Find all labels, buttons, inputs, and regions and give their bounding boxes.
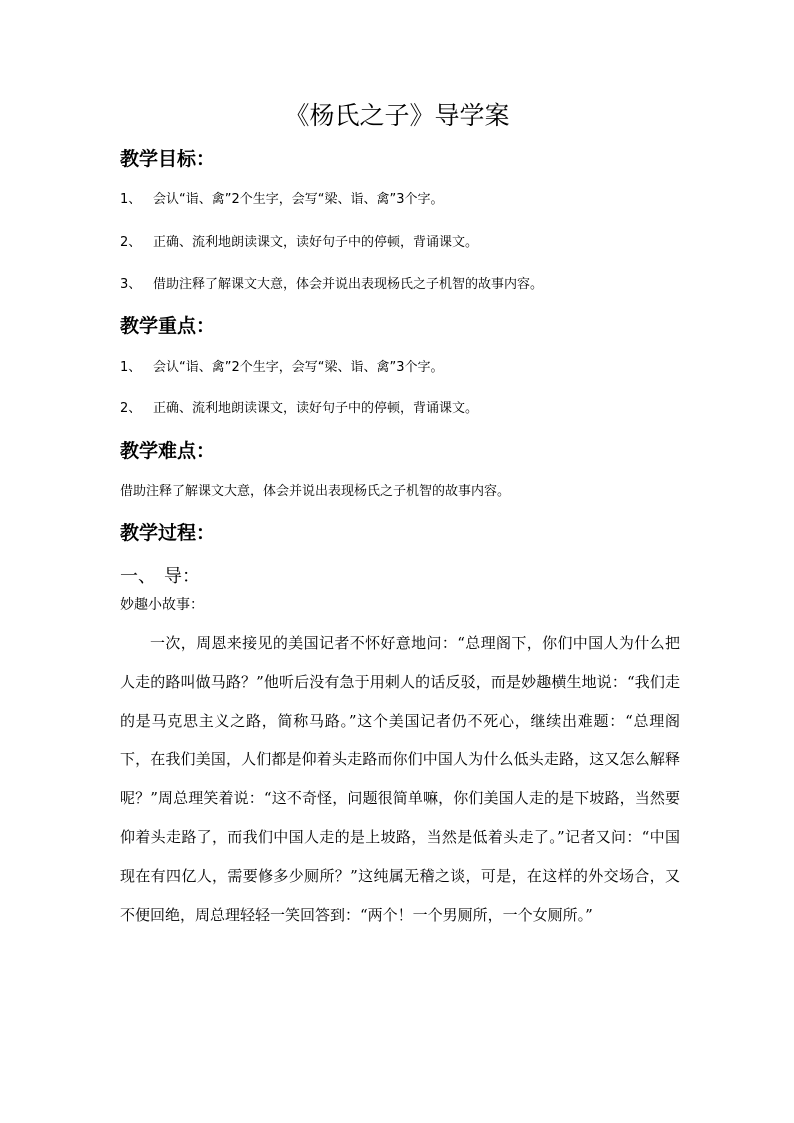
objective-text: 正确、流利地朗读课文，读好句子中的停顿，背诵课文。 bbox=[153, 235, 479, 250]
key-points-heading: 教学重点： bbox=[120, 315, 216, 337]
process-heading: 教学过程： bbox=[120, 522, 216, 544]
objectives-heading: 教学目标： bbox=[120, 148, 216, 170]
objective-number: 3、 bbox=[120, 277, 142, 292]
story-paragraph: 一次，周恩来接见的美国记者不怀好意地问：“总理阁下，你们中国人为什么把人走的路叫做马路？”他听后没有急于用刺人的话反驳，而是妙趣横生地说：“我们走的是马克思主义之路，简称马路。”这个美国记者仍不死心，继续出难题：“总理阁下，在我们美国，人们都是仰着头走路而你们中国人为什么低头走路，这又怎么解释呢？”周总理笑着说：“这不奇怪，问题很简单嘛，你们美国人走的是下坡路，当然要仰着头走路了，而我们中国人走的是上坡路，当然是低着头走了。”记者又问：“中国现在有四亿人，需要修多少厕所？”这纯属无稽之谈，可是，在这样的外交场合，又不便回绝，周总理轻轻一笑回答到：“两个！一个男厕所，一个女厕所。” bbox=[120, 634, 680, 924]
objective-item-2 bbox=[120, 232, 478, 254]
objective-text: 会认“诣、禽”2个生字，会写“梁、诣、禽”3个字。 bbox=[153, 192, 444, 207]
objective-number: 1、 bbox=[120, 192, 142, 207]
difficulties-heading: 教学难点： bbox=[120, 440, 216, 462]
step-number: 一、 bbox=[120, 566, 156, 587]
key-point-item-1 bbox=[120, 357, 443, 379]
key-point-number: 1、 bbox=[120, 360, 142, 375]
objective-item-3 bbox=[120, 274, 543, 296]
difficulties-text: 借助注释了解课文大意，体会并说出表现杨氏之子机智的故事内容。 bbox=[120, 484, 511, 499]
objective-text: 借助注释了解课文大意，体会并说出表现杨氏之子机智的故事内容。 bbox=[153, 277, 544, 292]
story-title: 妙趣小故事： bbox=[120, 597, 204, 613]
step-label: 导： bbox=[164, 566, 200, 587]
objective-item-1 bbox=[120, 189, 443, 211]
key-point-text: 会认“诣、禽”2个生字，会写“梁、诣、禽”3个字。 bbox=[153, 360, 444, 375]
document-title: 《杨氏之子》导学案 bbox=[284, 101, 510, 130]
key-point-number: 2、 bbox=[120, 401, 142, 416]
process-step-1 bbox=[120, 564, 200, 590]
objective-number: 2、 bbox=[120, 235, 142, 250]
key-point-item-2 bbox=[120, 398, 478, 420]
key-point-text: 正确、流利地朗读课文，读好句子中的停顿，背诵课文。 bbox=[153, 401, 479, 416]
